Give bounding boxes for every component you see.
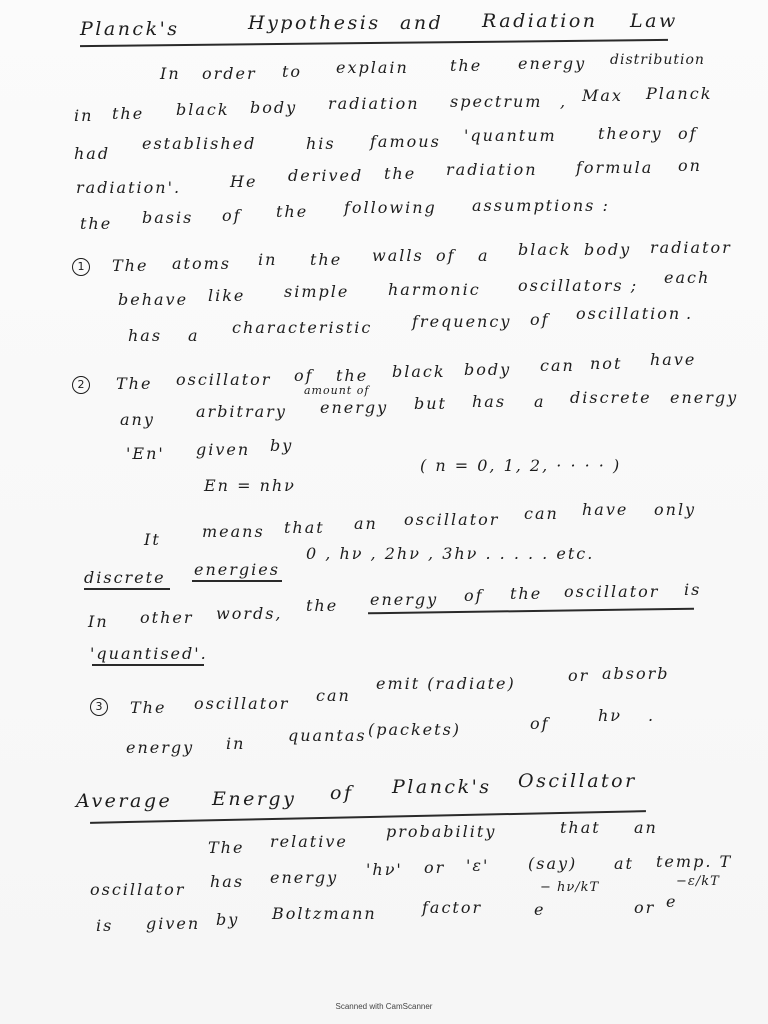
energy-formula: En = nhν	[204, 476, 296, 495]
text-word: an	[354, 514, 378, 533]
assumption-number-badge: 3	[90, 698, 108, 716]
text-word: atoms	[172, 254, 231, 273]
text-word: oscillation	[576, 304, 682, 323]
text-word: of	[222, 206, 242, 225]
text-word: of	[464, 586, 484, 605]
text-word: arbitrary	[196, 402, 287, 421]
text-word: or	[568, 666, 590, 685]
text-word: In	[88, 612, 109, 631]
text-word: hν	[598, 706, 623, 725]
text-word: The	[116, 374, 153, 393]
exponent: −ε/kT	[676, 874, 720, 889]
text-word: energy	[518, 54, 587, 73]
text-word: on	[678, 156, 702, 175]
text-word: oscillator	[564, 582, 660, 601]
n-range: ( n = 0, 1, 2, · · · · )	[420, 456, 622, 475]
text-word: have	[650, 350, 697, 369]
text-word: probability	[386, 822, 497, 841]
text-word: basis	[142, 208, 194, 227]
text-word: not	[590, 354, 623, 373]
title-word: Hypothesis	[248, 12, 381, 34]
text-word: characteristic	[232, 318, 373, 337]
section-heading-word: Energy	[212, 788, 297, 810]
text-word: energy	[126, 738, 195, 757]
text-word: He	[230, 172, 258, 191]
text-word: by	[270, 436, 294, 455]
text-word: the	[384, 164, 417, 183]
text-word: other	[140, 608, 194, 627]
text-word: at	[614, 854, 634, 873]
text-word: had	[74, 144, 111, 163]
text-word: radiation	[446, 160, 538, 179]
text-word: the	[450, 56, 483, 75]
text-word: his	[306, 134, 336, 153]
text-word: formula	[576, 158, 654, 177]
inserted-annotation: amount of	[304, 384, 370, 397]
text-word: oscillator	[90, 880, 186, 899]
section-heading-word: Average	[76, 790, 173, 812]
text-word: .	[686, 304, 694, 323]
text-word: or	[424, 858, 446, 877]
text-word: ,	[560, 92, 568, 111]
text-word: discrete	[84, 568, 166, 587]
title-word: and	[400, 12, 444, 34]
text-word: given	[196, 440, 251, 459]
text-word: order	[202, 64, 257, 83]
text-word: can	[524, 504, 559, 523]
section-heading-word: of	[330, 782, 354, 804]
text-word: following	[344, 198, 437, 217]
text-word: of	[530, 714, 550, 733]
text-word: the	[80, 214, 113, 233]
text-word: in	[74, 106, 94, 125]
text-word: walls	[372, 246, 424, 265]
text-word: It	[144, 530, 161, 549]
text-word: Planck	[646, 84, 713, 103]
text-word: established	[142, 134, 257, 153]
text-word: behave	[118, 290, 189, 309]
text-word: simple	[284, 282, 350, 301]
text-word: of	[530, 310, 550, 329]
text-word: radiation'.	[76, 178, 182, 197]
text-word: Boltzmann	[272, 904, 377, 923]
text-word: e	[534, 900, 546, 919]
exponent: − hν/kT	[540, 880, 600, 895]
text-word: relative	[270, 832, 348, 851]
text-word: absorb	[602, 664, 670, 683]
text-word: 'quantised'.	[90, 644, 208, 663]
text-word: by	[216, 910, 240, 929]
title-word: Planck's	[80, 18, 180, 40]
text-word: oscillator	[176, 370, 272, 389]
text-word: oscillator	[404, 510, 500, 529]
text-word: harmonic	[388, 280, 481, 299]
text-word: can	[316, 686, 351, 705]
text-word: body	[250, 98, 298, 117]
word-underline	[84, 588, 170, 590]
text-word: discrete	[570, 388, 652, 407]
text-word: 'quantum	[464, 126, 557, 145]
text-word: black	[392, 362, 446, 381]
text-word: given	[146, 914, 201, 933]
text-word: the	[306, 596, 339, 615]
section-heading-word: Oscillator	[518, 770, 637, 792]
text-word: radiation	[328, 94, 420, 113]
title-word: Law	[630, 10, 678, 32]
text-word: in	[226, 734, 246, 753]
text-word: is	[96, 916, 114, 935]
text-word: 'En'	[126, 444, 165, 463]
text-word: the	[510, 584, 543, 603]
text-word: to	[282, 62, 303, 81]
assumption-number-badge: 2	[72, 376, 90, 394]
text-word: energy	[320, 398, 389, 417]
text-word: has	[128, 326, 163, 345]
text-word: is	[684, 580, 702, 599]
text-word: have	[582, 500, 629, 519]
text-word: like	[208, 286, 246, 305]
text-word: theory	[598, 124, 663, 143]
text-word: .	[648, 706, 656, 725]
text-word: e	[666, 892, 678, 911]
text-word: words,	[216, 604, 283, 623]
text-word: the	[112, 104, 145, 123]
text-word: a	[188, 326, 200, 345]
text-word: 0 , hν , 2hν , 3hν . . . . . etc.	[306, 544, 595, 563]
text-word: that	[560, 818, 601, 837]
text-word: 'ε'	[466, 856, 490, 875]
text-word: black	[518, 240, 572, 259]
text-word: only	[654, 500, 697, 519]
text-word: has	[472, 392, 507, 411]
text-word: (say)	[528, 854, 578, 873]
text-word: body	[464, 360, 512, 379]
scanner-watermark: Scanned with CamScanner	[335, 1002, 433, 1011]
text-word: (packets)	[368, 720, 462, 739]
text-word: in	[258, 250, 278, 269]
text-word: derived	[288, 166, 364, 185]
text-word: temp. T	[656, 852, 733, 871]
text-word: explain	[336, 58, 409, 77]
text-word: distribution	[610, 52, 705, 68]
text-word: spectrum	[450, 92, 543, 111]
title-underline	[80, 39, 668, 47]
text-word: an	[634, 818, 658, 837]
text-word: energy	[370, 590, 439, 609]
text-word: quantas	[288, 726, 367, 745]
text-word: the	[310, 250, 343, 269]
text-word: black	[176, 100, 230, 119]
text-word: 'hν'	[366, 860, 403, 879]
text-word: emit (radiate)	[376, 674, 516, 693]
text-word: frequency	[412, 312, 512, 331]
text-word: oscillators ;	[518, 276, 639, 295]
text-word: the	[336, 366, 369, 385]
text-word: a	[478, 246, 490, 265]
text-word: The	[130, 698, 167, 717]
text-word: but	[414, 394, 447, 413]
text-word: factor	[422, 898, 483, 917]
text-word: In	[160, 64, 181, 83]
text-word: energy	[270, 868, 339, 887]
text-word: or	[634, 898, 656, 917]
assumption-number-badge: 1	[72, 258, 90, 276]
text-word: famous	[370, 132, 441, 151]
text-word: energies	[194, 560, 280, 579]
text-word: radiator	[650, 238, 732, 257]
text-word: a	[534, 392, 546, 411]
text-word: assumptions :	[472, 196, 610, 215]
text-word: Max	[582, 86, 623, 105]
text-word: each	[664, 268, 711, 287]
text-word: can	[540, 356, 575, 375]
text-word: means	[202, 522, 265, 541]
text-word: oscillator	[194, 694, 290, 713]
word-underline	[192, 580, 282, 582]
text-word: The	[208, 838, 245, 857]
text-word: The	[112, 256, 149, 275]
text-word: of	[436, 246, 456, 265]
text-word: of	[294, 366, 314, 385]
text-word: any	[120, 410, 155, 429]
text-word: of	[678, 124, 698, 143]
title-word: Radiation	[482, 10, 598, 32]
text-word: that	[284, 518, 325, 537]
section-heading-word: Planck's	[392, 776, 492, 798]
text-word: the	[276, 202, 309, 221]
text-word: has	[210, 872, 245, 891]
text-word: energy	[670, 388, 739, 407]
text-word: body	[584, 240, 632, 259]
word-underline	[92, 664, 204, 666]
